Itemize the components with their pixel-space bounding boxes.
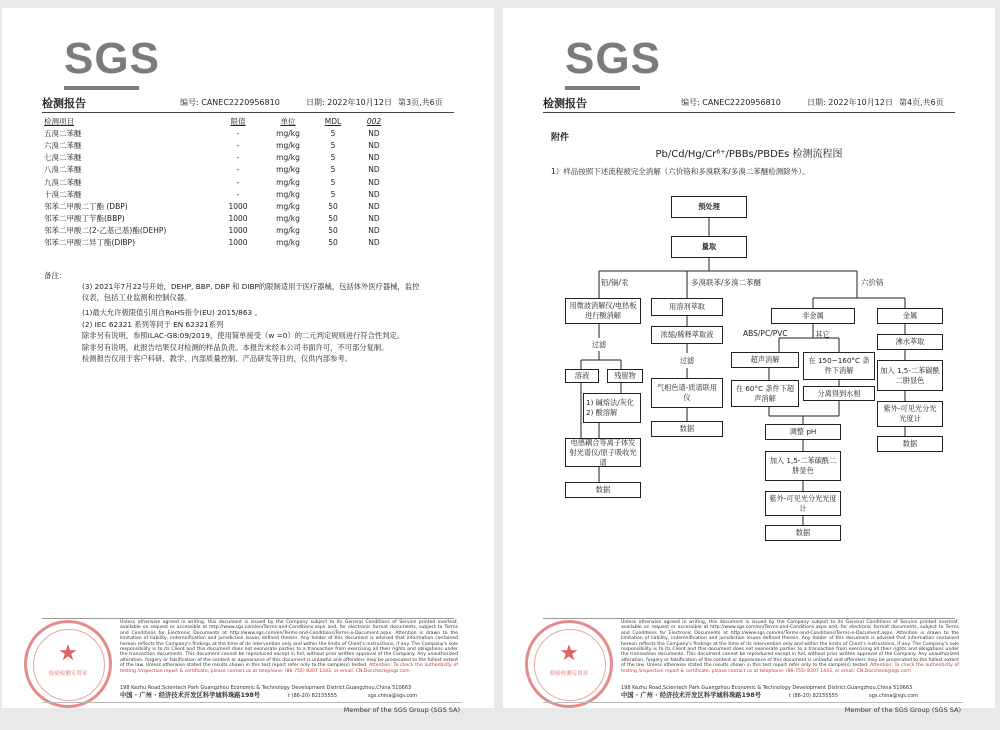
note-item: (3) 2021年7月22号开始，DEHP, BBP, DBP 和 DIBP的限制适用于医疗器械，包括体外医疗器械，监控仪表，包括工业监测和控制仪器。 (82, 282, 420, 302)
flow-adjust-ph: 调整 pH (765, 424, 841, 440)
cell-mdl: 5 (330, 140, 336, 150)
cell-item: 邻苯二甲酸二异丁酯(DIBP) (44, 238, 136, 248)
logo-underline (64, 86, 139, 90)
other-label: 其它 (815, 330, 830, 339)
table-row (44, 152, 394, 164)
table-row (44, 200, 394, 212)
flow-pretreatment: 预处理 (671, 196, 747, 218)
report-page-4 (503, 8, 995, 714)
branch-label-pbde: 多溴联苯/多溴二苯醚 (691, 278, 762, 287)
cell-mdl: 50 (328, 238, 338, 248)
flow-data-pbde: 数据 (651, 421, 723, 437)
flow-measure: 量取 (671, 236, 747, 258)
page-number: 第3页,共6页 (398, 98, 443, 107)
cell-mdl: 50 (328, 214, 338, 224)
email: sgs.china@sgs.com (869, 693, 919, 699)
flow-icp-aas: 电感耦合等离子体发射光谱仪/原子吸收光谱 (565, 438, 641, 467)
cell-limit: - (236, 140, 240, 150)
cell-mdl: 5 (330, 165, 336, 175)
table-header-row (44, 115, 394, 127)
seal-text: 检验检测专用章 (549, 671, 589, 677)
cell-result: ND (368, 153, 380, 163)
cell-unit: mg/kg (276, 238, 300, 248)
authenticity-note: Attention: To check the authenticity of testing /inspection report & certificate, please contact us at telephone: (86-755) 8307 1443, or email: CN.Doccheck@sgs.com (621, 663, 959, 674)
table-row (44, 139, 394, 151)
table-row (44, 127, 394, 139)
flow-concentrate: 浓缩/稀释萃取液 (651, 326, 723, 344)
legal-disclaimer (120, 620, 458, 674)
report-title: 检测报告 (543, 97, 587, 110)
cell-unit: mg/kg (276, 128, 300, 138)
star-icon: ★ (58, 641, 78, 666)
flowchart-title: Pb/Cd/Hg/Cr⁶⁺/PBBs/PBDEs 检测流程图 (655, 149, 843, 160)
col-header-mdl: MDL (324, 116, 342, 126)
cell-result: ND (368, 165, 380, 175)
legal-text: Unless otherwise agreed in writing, this document is issued by the Company subject to its General Conditions of Service printed overleaf, available on request or accessible at http://www.sgs.com/en/Terms-and-Conditions.aspx and, for electronic format documents, subject to Terms and Conditions for Electronic Documents at http://www.sgs.com/en/Terms-and-Conditions/Terms-e-Document.aspx. Attention is drawn to the limitation of liability, indemnification and jurisdiction issues defined therein. Any holder of this document is advised that information contained hereon reflects the Company's findings at the time of its intervention only and within the limits of Client's instructions, if any. The Company's sole responsibility is to its Client and this document does not exonerate parties to a transaction from exercising all their rights and obligations under the transaction documents. This document cannot be reproduced except in full, without prior written approval of the Company. Any unauthorized alteration, forgery or falsification of the content or appearance of this document is unlawful and offenders may be prosecuted to the fullest extent of the law. Unless otherwise stated the results shown in this test report refer only to the sample(s) tested. (621, 620, 959, 669)
legal-text: Unless otherwise agreed in writing, this document is issued by the Company subject to its General Conditions of Service printed overleaf, available on request or accessible at http://www.sgs.com/en/Terms-and-Conditions.aspx and, for electronic format documents, subject to Terms and Conditions for Electronic Documents at http://www.sgs.com/en/Terms-and-Conditions/Terms-e-Document.aspx. Attention is drawn to the limitation of liability, indemnification and jurisdiction issues defined therein. Any holder of this document is advised that information contained hereon reflects the Company's findings at the time of its intervention only and within the limits of Client's instructions, if any. The Company's sole responsibility is to its Client and this document does not exonerate parties to a transaction from exercising all their rights and obligations under the transaction documents. This document cannot be reproduced except in full, without prior written approval of the Company. Any unauthorized alteration, forgery or falsification of the content or appearance of this document is unlawful and offenders may be prosecuted to the fullest extent of the law. Unless otherwise stated the results shown in this test report refer only to the sample(s) tested. (120, 620, 458, 669)
cell-unit: mg/kg (276, 201, 300, 211)
flow-acid-digestion: 用微波消解仪/电热板进行酸消解 (565, 298, 641, 324)
cell-limit: - (236, 177, 240, 187)
cell-item: 十溴二苯醚 (44, 189, 82, 199)
flow-boiling-water: 沸水萃取 (877, 334, 943, 350)
sgs-member-text: Member of the SGS Group (SGS SA) (844, 706, 961, 714)
report-date: 日期: 2022年10月12日 (807, 98, 893, 107)
seal-text: 检验检测专用章 (48, 671, 88, 677)
flow-data-cr-metal: 数据 (877, 436, 943, 452)
flow-ultrasonic-60: 在 60°C 条件下超声消解 (731, 380, 799, 407)
sgs-logo: SGS (565, 34, 661, 83)
sgs-logo: SGS (64, 34, 160, 83)
cell-result: ND (368, 226, 380, 236)
branch-label-cr6: 六价铬 (861, 278, 884, 287)
flow-data-cr-nonmetal: 数据 (765, 525, 841, 541)
flow-alkali-fusion: 1) 碱熔法/灰化 2) 酸溶解 (583, 393, 641, 423)
address-en: 198 Kezhu Road,Scientech Park Guangzhou Economic & Technology Development District,Guangzhou,China 510663 (120, 685, 412, 691)
flow-uv-vis: 紫外-可见光分光光度计 (765, 491, 841, 516)
report-page-3 (2, 8, 494, 714)
flowchart-note: 1）样品按照下述流程被完全消解（六价铬和多溴联苯/多溴二苯醚检测除外）。 (551, 167, 810, 176)
results-table (44, 115, 394, 249)
flow-solvent-extract: 用溶剂萃取 (651, 298, 723, 316)
member-divider (42, 702, 462, 703)
official-seal (525, 620, 613, 708)
flow-residue: 残留物 (607, 369, 643, 383)
cell-unit: mg/kg (276, 189, 300, 199)
cell-item: 七溴二苯醚 (44, 153, 82, 163)
cell-result: ND (368, 189, 380, 199)
member-divider (543, 702, 963, 703)
cell-limit: 1000 (228, 214, 248, 224)
report-title: 检测报告 (42, 97, 86, 110)
cell-unit: mg/kg (276, 226, 300, 236)
report-date: 日期: 2022年10月12日 (306, 98, 392, 107)
cell-unit: mg/kg (276, 177, 300, 187)
cell-limit: 1000 (228, 226, 248, 236)
flow-add-dpc-metal: 加入 1,5-二苯碳酰二肼显色 (877, 360, 943, 391)
table-row (44, 225, 394, 237)
flow-uv-vis-metal: 紫外-可见光分光光度计 (877, 401, 943, 427)
report-number: 编号: CANEC2220956810 (180, 98, 280, 107)
flow-data-metals: 数据 (565, 482, 641, 498)
report-number: 编号: CANEC2220956810 (681, 98, 781, 107)
cell-mdl: 5 (330, 189, 336, 199)
cell-result: ND (368, 128, 380, 138)
note-item: (2) IEC 62321 系列等同于 EN 62321系列 (82, 319, 224, 329)
cell-unit: mg/kg (276, 140, 300, 150)
flow-filter-pbde: 过滤 (661, 353, 713, 368)
flow-solution: 溶液 (565, 369, 599, 383)
flow-ultrasonic: 超声消解 (731, 352, 799, 368)
cell-limit: - (236, 128, 240, 138)
note-item: 除非另有说明，参照ILAC-G8:09/2019，使用简单接受（w =0）的二元判定规则进行符合性判定。 (82, 331, 405, 340)
appendix-label: 附件 (551, 133, 570, 143)
flow-aqueous-phase: 分离得到水相 (803, 386, 875, 401)
flow-add-dpc: 加入 1,5-二苯碳酰二肼显色 (765, 451, 841, 481)
cell-item: 邻苯二甲酸二丁酯 (DBP) (44, 201, 128, 211)
address-zh: 中国 · 广州 · 经济技术开发区科学城科珠路198号 (120, 692, 261, 699)
cell-mdl: 50 (328, 226, 338, 236)
cell-unit: mg/kg (276, 153, 300, 163)
cell-limit: - (236, 189, 240, 199)
flow-nonmetal: 非金属 (771, 308, 855, 324)
cell-result: ND (368, 177, 380, 187)
official-seal (24, 620, 112, 708)
cell-limit: 1000 (228, 201, 248, 211)
col-header-item: 检测项目 (44, 116, 74, 126)
legal-disclaimer (621, 620, 959, 674)
cell-unit: mg/kg (276, 214, 300, 224)
table-row (44, 164, 394, 176)
sgs-member-text: Member of the SGS Group (SGS SA) (343, 706, 460, 714)
cell-mdl: 5 (330, 128, 336, 138)
cell-limit: - (236, 165, 240, 175)
note-item: 除非另有说明，此报告结果仅对检测的样品负责。本报告未经本公司书面许可，不可部分复制。 (82, 342, 389, 352)
phone: t (86-20) 82155555 (789, 693, 839, 699)
abs-pc-pvc-label: ABS/PC/PVC (743, 329, 788, 338)
cell-item: 六溴二苯醚 (44, 140, 82, 150)
notes-label: 备注： (44, 271, 67, 280)
table-row (44, 213, 394, 225)
table-row (44, 237, 394, 249)
authenticity-note: Attention: To check the authenticity of testing /inspection report & certificate, please contact us at telephone: (86-755) 8307 1443, or email: CN.Doccheck@sgs.com (120, 663, 458, 674)
footer-divider (543, 618, 955, 619)
cell-result: ND (368, 214, 380, 224)
cell-result: ND (368, 201, 380, 211)
page-number: 第4页,共6页 (899, 98, 944, 107)
cell-mdl: 5 (330, 177, 336, 187)
cell-result: ND (368, 140, 380, 150)
col-header-sample: 002 (366, 116, 382, 126)
page-header (42, 95, 454, 111)
note-item: (1)最大允许极限值引用自RoHS指令(EU) 2015/863 。 (82, 308, 262, 317)
email: sgs.china@sgs.com (368, 693, 418, 699)
table-row (44, 188, 394, 200)
flow-filter-metals: 过滤 (569, 338, 629, 351)
address-block (120, 684, 458, 700)
footer-divider (42, 618, 454, 619)
address-zh: 中国 · 广州 · 经济技术开发区科学城科珠路198号 (621, 692, 762, 699)
branch-label-metals: 铅/镉/汞 (601, 278, 629, 287)
address-block (621, 684, 959, 700)
flow-digest-150: 在 150~160°C 条件下消解 (803, 352, 875, 380)
cell-unit: mg/kg (276, 165, 300, 175)
col-header-limit: 限值 (230, 116, 246, 126)
cell-item: 邻苯二甲酸丁苄酯(BBP) (44, 214, 125, 224)
note-item: 检测报告仅用于客户科研、教学、内部质量控制、产品研发等目的，仅供内部参考。 (82, 354, 352, 363)
header-divider (42, 112, 454, 113)
cell-item: 九溴二苯醚 (44, 177, 82, 187)
notes-block (82, 282, 422, 366)
table-body (44, 127, 394, 249)
cell-mdl: 50 (328, 201, 338, 211)
cell-item: 五溴二苯醚 (44, 128, 82, 138)
cell-item: 邻苯二甲酸二(2-乙基己基)酯(DEHP) (44, 226, 167, 236)
address-en: 198 Kezhu Road,Scientech Park Guangzhou Economic & Technology Development District,Guangzhou,China 510663 (621, 685, 913, 691)
cell-item: 八溴二苯醚 (44, 165, 82, 175)
flow-gcms: 气相色谱-质谱联用仪 (651, 378, 723, 408)
cell-result: ND (368, 238, 380, 248)
flow-metal: 金属 (877, 308, 943, 324)
cell-limit: 1000 (228, 238, 248, 248)
col-header-unit: 单位 (280, 116, 296, 126)
star-icon: ★ (559, 641, 579, 666)
cell-limit: - (236, 153, 240, 163)
phone: t (86-20) 82155555 (288, 693, 338, 699)
cell-mdl: 5 (330, 153, 336, 163)
table-row (44, 176, 394, 188)
